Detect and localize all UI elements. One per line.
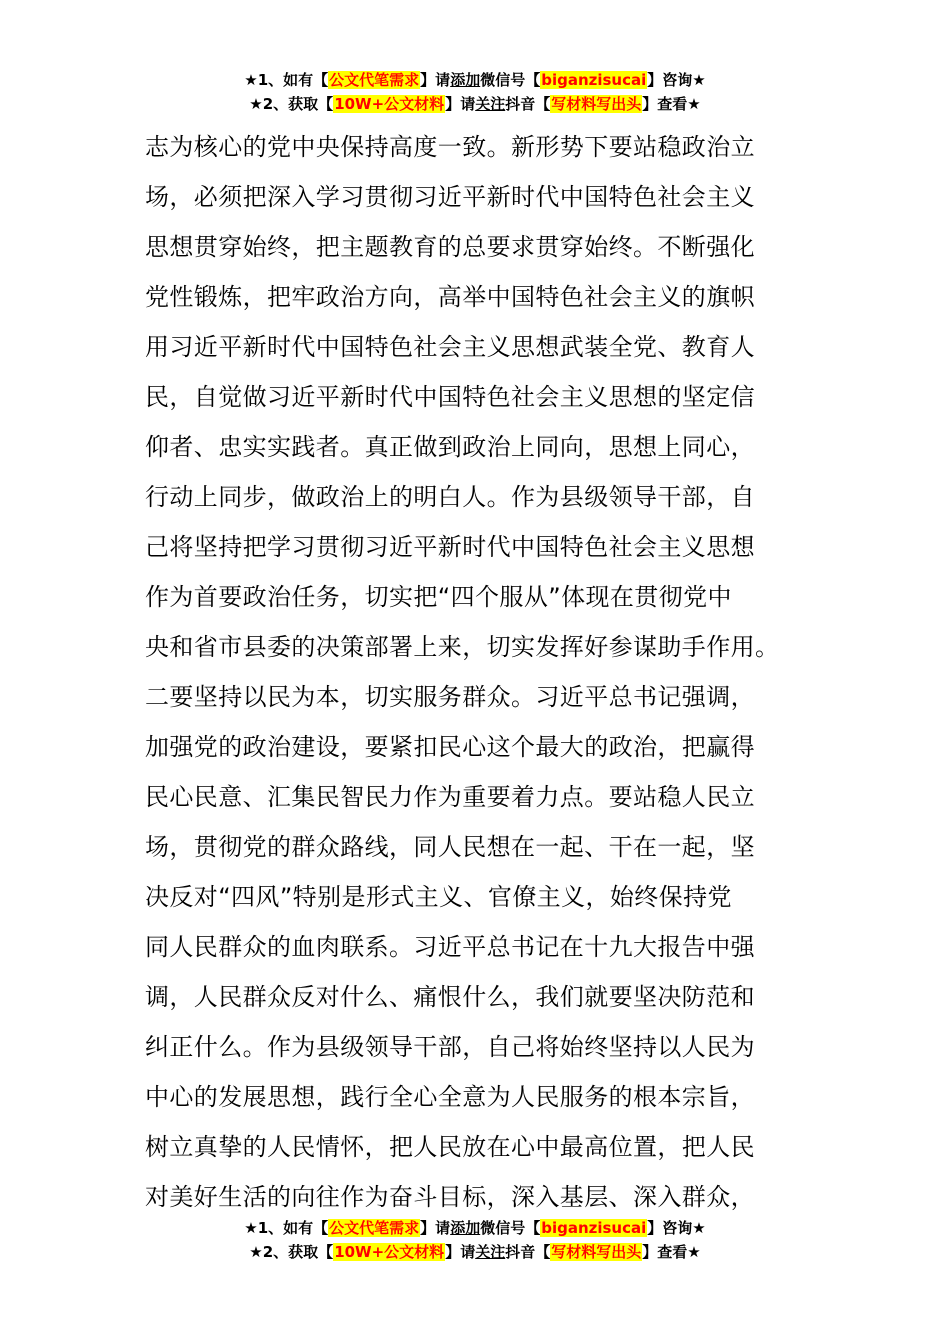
body-line: 作为首要政治任务，切实把“四个服从”体现在贯彻党中 [145, 583, 732, 611]
banner-line-2: ★2、获取【10W+公文材料】请关注抖音【写材料写出头】查看★ [249, 1243, 701, 1261]
body-line: 央和省市县委的决策部署上来，切实发挥好参谋助手作用。 [145, 633, 780, 661]
body-line: 对美好生活的向往作为奋斗目标，深入基层、深入群众， [145, 1183, 755, 1211]
body-line: 党性锻炼，把牢政治方向，高举中国特色社会主义的旗帜 [145, 283, 755, 311]
highlight-douyin-account: 写材料写出头 [551, 1243, 642, 1261]
body-line: 加强党的政治建设，要紧扣民心这个最大的政治，把赢得 [145, 733, 755, 761]
highlight-service: 公文代笔需求 [329, 71, 420, 89]
body-line: 志为核心的党中央保持高度一致。新形势下要站稳政治立 [145, 133, 755, 161]
banner-line-1: ★1、如有【公文代笔需求】请添加微信号【biganzisucai】咨询★ [244, 1219, 706, 1237]
body-line: 二要坚持以民为本，切实服务群众。习近平总书记强调， [145, 683, 755, 711]
banner-line-1: ★1、如有【公文代笔需求】请添加微信号【biganzisucai】咨询★ [244, 71, 706, 89]
body-line: 中心的发展思想，践行全心全意为人民服务的根本宗旨， [145, 1083, 755, 1111]
body-line: 调，人民群众反对什么、痛恨什么，我们就要坚决防范和 [145, 983, 755, 1011]
body-line: 民，自觉做习近平新时代中国特色社会主义思想的坚定信 [145, 383, 755, 411]
highlight-materials: 10W+公文材料 [334, 1243, 445, 1261]
body-line: 场，贯彻党的群众路线，同人民想在一起、干在一起，坚 [145, 833, 755, 861]
body-line: 树立真挚的人民情怀，把人民放在心中最高位置，把人民 [145, 1133, 755, 1161]
highlight-wechat-id: biganzisucai [541, 71, 647, 89]
body-line: 民心民意、汇集民智民力作为重要着力点。要站稳人民立 [145, 783, 755, 811]
body-line: 思想贯穿始终，把主题教育的总要求贯穿始终。不断强化 [145, 233, 755, 261]
banner-line-2: ★2、获取【10W+公文材料】请关注抖音【写材料写出头】查看★ [249, 95, 701, 113]
body-line: 场，必须把深入学习贯彻习近平新时代中国特色社会主义 [145, 183, 755, 211]
body-line: 决反对“四风”特别是形式主义、官僚主义，始终保持党 [145, 883, 732, 911]
document-body [145, 122, 810, 1222]
highlight-service: 公文代笔需求 [329, 1219, 420, 1237]
body-line: 行动上同步，做政治上的明白人。作为县级领导干部，自 [145, 483, 755, 511]
body-line: 用习近平新时代中国特色社会主义思想武装全党、教育人 [145, 333, 755, 361]
body-line: 纠正什么。作为县级领导干部，自己将始终坚持以人民为 [145, 1033, 755, 1061]
highlight-douyin-account: 写材料写出头 [551, 95, 642, 113]
footer-banner [0, 1216, 950, 1264]
body-line: 仰者、忠实实践者。真正做到政治上同向，思想上同心， [145, 433, 755, 461]
highlight-materials: 10W+公文材料 [334, 95, 445, 113]
body-line: 己将坚持把学习贯彻习近平新时代中国特色社会主义思想 [145, 533, 755, 561]
highlight-wechat-id: biganzisucai [541, 1219, 647, 1237]
body-line: 同人民群众的血肉联系。习近平总书记在十九大报告中强 [145, 933, 755, 961]
header-banner [0, 68, 950, 116]
